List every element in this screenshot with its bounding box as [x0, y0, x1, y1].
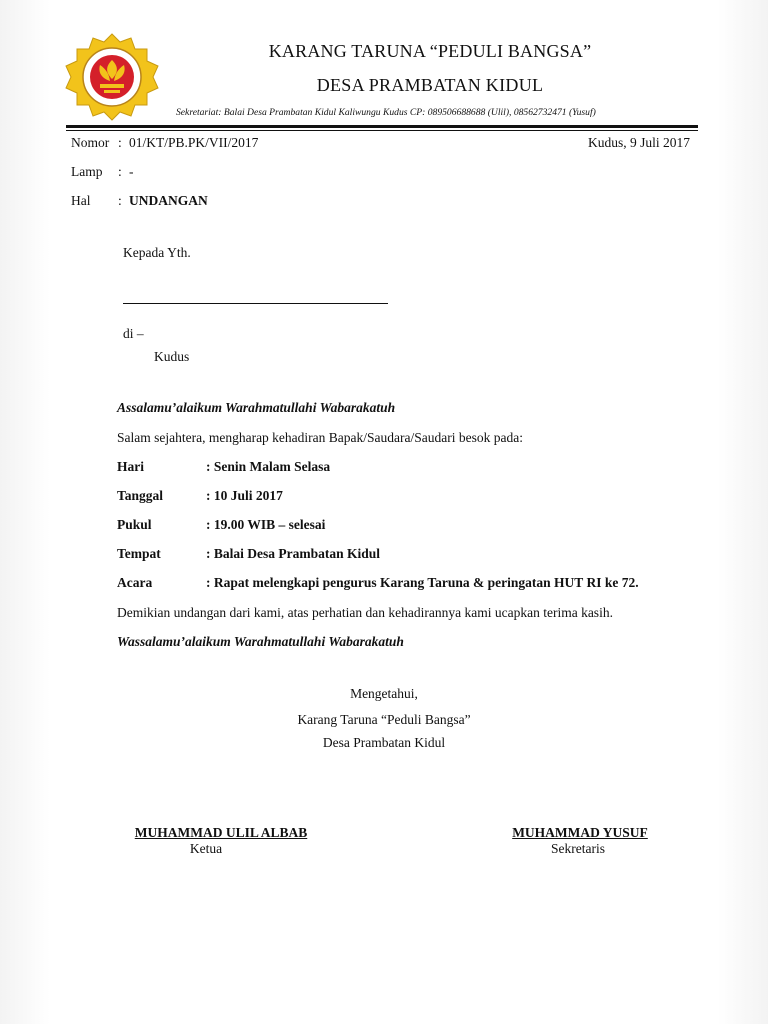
nomor-value: 01/KT/PB.PK/VII/2017: [129, 135, 259, 150]
recipient-at: di –: [123, 326, 144, 341]
hal-label: Hal: [71, 193, 91, 208]
closing-text: Demikian undangan dari kami, atas perhatian dan kehadirannya kami ucapkan terima kasih.: [117, 605, 613, 620]
ack-org: Karang Taruna “Peduli Bangsa”: [297, 712, 471, 727]
detail-value-pukul: : 19.00 WIB – selesai: [206, 517, 326, 532]
signature-name-sekretaris: MUHAMMAD YUSUF: [512, 825, 648, 840]
signature-role-ketua: Ketua: [189, 841, 223, 856]
place-date: Kudus, 9 Juli 2017: [587, 135, 690, 150]
nomor-label: Nomor: [71, 135, 110, 150]
karang-taruna-logo: [60, 32, 164, 122]
org-name: KARANG TARUNA “PEDULI BANGSA”: [268, 41, 592, 61]
village-name: DESA PRAMBATAN KIDUL: [316, 75, 544, 95]
header-rule-thin: [66, 130, 698, 131]
lamp-colon: :: [118, 164, 122, 179]
detail-value-hari: : Senin Malam Selasa: [206, 459, 331, 474]
hal-value: UNDANGAN: [129, 193, 208, 208]
secretariat-address: Sekretariat: Balai Desa Prambatan Kidul Kaliwungu Kudus CP: 089506688688 (Ulil), 08562732471 (Yusuf): [176, 107, 596, 118]
recipient-blank-line: [123, 303, 388, 304]
detail-label-tempat: Tempat: [117, 546, 161, 561]
signature-role-sekretaris: Sekretaris: [551, 841, 605, 856]
signature-name-ketua: MUHAMMAD ULIL ALBAB: [134, 825, 308, 840]
nomor-colon: :: [118, 135, 122, 150]
lamp-label: Lamp: [71, 164, 103, 179]
detail-value-tanggal: : 10 Juli 2017: [206, 488, 283, 503]
detail-label-hari: Hari: [117, 459, 144, 474]
recipient-city: Kudus: [154, 349, 190, 364]
detail-label-tanggal: Tanggal: [117, 488, 164, 503]
detail-value-tempat: : Balai Desa Prambatan Kidul: [206, 546, 381, 561]
header-rule-thick: [66, 125, 698, 128]
ack-village: Desa Prambatan Kidul: [322, 735, 446, 750]
lamp-value: -: [129, 164, 134, 179]
detail-label-acara: Acara: [117, 575, 153, 590]
hal-colon: :: [118, 193, 122, 208]
detail-value-acara: : Rapat melengkapi pengurus Karang Taruna & peringatan HUT RI ke 72.: [206, 575, 639, 590]
recipient-to: Kepada Yth.: [123, 245, 191, 260]
detail-label-pukul: Pukul: [117, 517, 152, 532]
intro-text: Salam sejahtera, mengharap kehadiran Bapak/Saudara/Saudari besok pada:: [117, 430, 523, 445]
ack-label: Mengetahui,: [350, 686, 418, 701]
farewell: Wassalamu’alaikum Warahmatullahi Wabarakatuh: [117, 634, 404, 649]
greeting: Assalamu’alaikum Warahmatullahi Wabarakatuh: [117, 400, 396, 415]
